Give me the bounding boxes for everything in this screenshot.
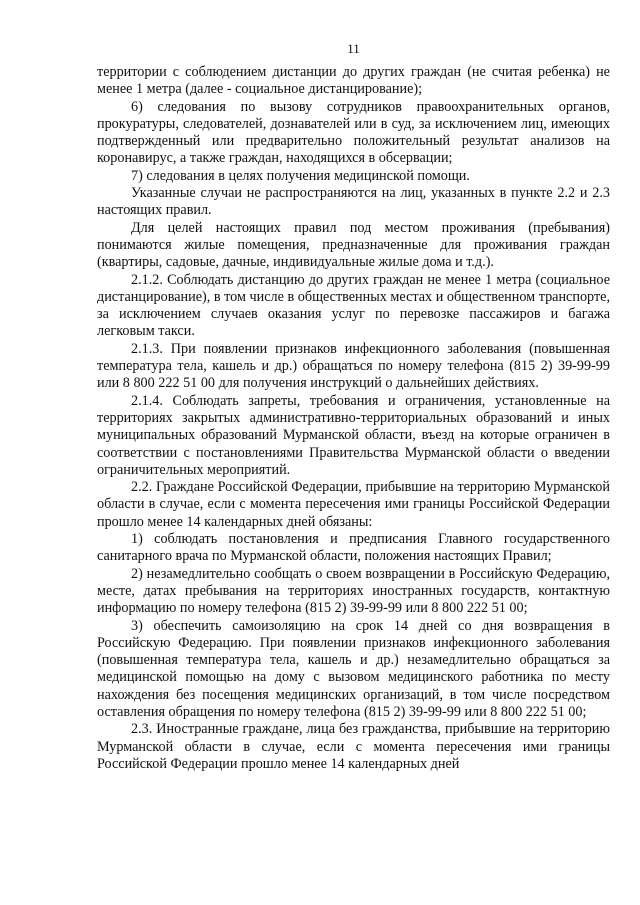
paragraph: Для целей настоящих правил под местом проживания (пребывания) понимаются жилые помещения, предназначенные для проживания граждан (квартиры, садовые, дачные, индивидуальные жилые дома и т.д.).: [97, 219, 610, 271]
document-body: [97, 64, 610, 773]
paragraph: Указанные случаи не распространяются на лиц, указанных в пункте 2.2 и 2.3 настоящих правил.: [97, 185, 610, 219]
paragraph: 2.1.2. Соблюдать дистанцию до других граждан не менее 1 метра (социальное дистанцирование), в том числе в общественных местах и общественном транспорте, за исключением случаев оказания услуг по перевозке пассажиров и багажа легковым такси.: [97, 271, 610, 340]
paragraph: 2.1.3. При появлении признаков инфекционного заболевания (повышенная температура тела, кашель и др.) обращаться по номеру телефона (815 2) 39-99-99 или 8 800 222 51 00 для получения инструкций о дальнейших действиях.: [97, 340, 610, 392]
paragraph: территории с соблюдением дистанции до других граждан (не считая ребенка) не менее 1 метра (далее - социальное дистанцирование);: [97, 64, 610, 98]
paragraph: 2.3. Иностранные граждане, лица без гражданства, прибывшие на территорию Мурманской области в случае, если с момента пересечения ими границы Российской Федерации прошло менее 14 календарных дней: [97, 721, 610, 772]
paragraph: 1) соблюдать постановления и предписания Главного государственного санитарного врача по Мурманской области, положения настоящих Правил;: [97, 531, 610, 565]
paragraph: 3) обеспечить самоизоляцию на срок 14 дней со дня возвращения в Российскую Федерацию. При появлении признаков инфекционного заболевания (повышенная температура тела, кашель и др.) незамедлительно обращаться за медицинской помощью на дому с вызовом медицинского работника по месту нахождения без посещения медицинских организаций, в том числе посредством оставления обращения по номеру телефона (815 2) 39-99-99 или 8 800 222 51 00;: [97, 617, 610, 720]
paragraph: 2.2. Граждане Российской Федерации, прибывшие на территорию Мурманской области в случае, если с момента пересечения ими границы Российской Федерации прошло менее 14 календарных дней обязаны:: [97, 479, 610, 530]
paragraph: 2) незамедлительно сообщать о своем возвращении в Российскую Федерацию, месте, датах пребывания на территориях иностранных государств, контактную информацию по номеру телефона (815 2) 39-99-99 или 8 800 222 51 00;: [97, 565, 610, 617]
paragraph: 6) следования по вызову сотрудников правоохранительных органов, прокуратуры, следователей, дознавателей или в суд, за исключением лиц, имеющих подтвержденный или предварительно положительный результат анализов на коронавирус, а также граждан, находящихся в обсервации;: [97, 98, 610, 167]
page-number: 11: [347, 41, 360, 56]
paragraph: 7) следования в целях получения медицинской помощи.: [131, 167, 470, 184]
paragraph: 2.1.4. Соблюдать запреты, требования и ограничения, установленные на территориях закрытых административно-территориальных образований и иных муниципальных образований Мурманской области, въезд на которые ограничен в соответствии с постановлениями Правительства Мурманской области о введении ограничительных мероприятий.: [97, 392, 610, 478]
